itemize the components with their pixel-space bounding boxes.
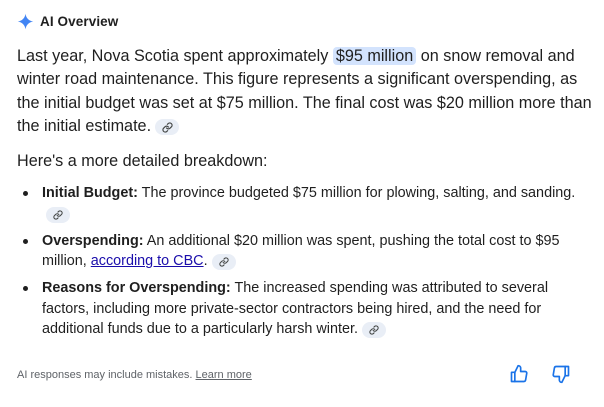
bullet-dot xyxy=(23,239,28,244)
link-icon xyxy=(53,210,63,220)
link-icon xyxy=(369,325,379,335)
link-icon xyxy=(219,257,229,267)
bullet-term: Overspending: xyxy=(42,232,144,249)
learn-more-link[interactable]: Learn more xyxy=(195,369,252,381)
summary-highlight: $95 million xyxy=(333,47,416,65)
bullet-dot xyxy=(23,286,28,291)
disclaimer-text: AI responses may include mistakes. xyxy=(17,369,196,381)
thumbs-up-button[interactable] xyxy=(507,364,531,388)
source-link-cbc[interactable]: according to CBC xyxy=(90,253,204,269)
list-item xyxy=(17,278,592,340)
ai-overview-title: AI Overview xyxy=(40,13,119,29)
bullet-term: Reasons for Overspending: xyxy=(42,280,231,296)
thumbs-up-icon xyxy=(509,364,529,389)
bullet-text: The increased spending was attributed to several factors, including more private-sector contractors being hired, and the need for additional funds due to a particularly harsh winter. xyxy=(42,280,549,337)
summary-text-before: Last year, Nova Scotia spent approximately xyxy=(17,47,333,65)
source-link-chip[interactable] xyxy=(362,322,386,338)
sparkle-icon xyxy=(17,13,34,30)
list-item xyxy=(17,183,592,224)
list-item xyxy=(17,231,592,272)
breakdown-heading: Here's a more detailed breakdown: xyxy=(17,152,268,170)
link-icon xyxy=(162,122,173,133)
ai-overview-header xyxy=(17,11,118,31)
bullet-term: Initial Budget: xyxy=(42,185,138,201)
summary-text-after: on snow removal and winter road maintenance. This figure represents a significant overspending, as the initial budget was set at $75 million. The final cost was $20 million more than the initial estimate. xyxy=(17,47,592,135)
source-link-chip[interactable] xyxy=(46,207,70,223)
thumbs-down-button[interactable] xyxy=(549,364,573,388)
bullet-text: The province budgeted $75 million for plowing, salting, and sanding. xyxy=(137,185,576,201)
source-link-chip[interactable] xyxy=(212,254,236,270)
bullet-text-end: . xyxy=(203,253,208,269)
bullet-dot xyxy=(23,191,28,196)
bullet-text: An additional $20 million was spent, pushing the total cost to $95 million, xyxy=(42,232,560,269)
source-link-chip[interactable] xyxy=(155,119,179,135)
summary-paragraph xyxy=(17,45,592,138)
breakdown-list xyxy=(17,183,592,346)
thumbs-down-icon xyxy=(551,364,571,389)
footer-disclaimer xyxy=(17,368,252,382)
